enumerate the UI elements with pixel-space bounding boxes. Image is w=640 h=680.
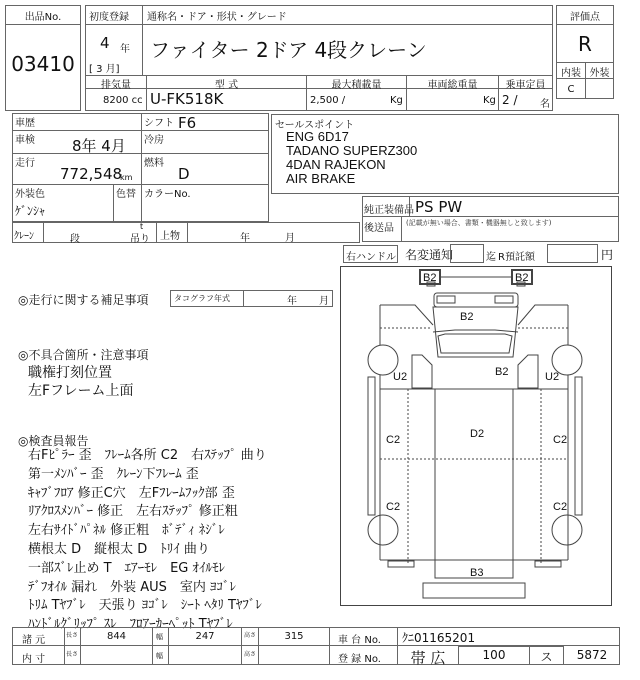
- ac-label: 冷房: [144, 135, 164, 146]
- reg-year: 4: [100, 34, 110, 52]
- until-label: 迄: [486, 252, 496, 263]
- sales-point: 4DAN RAJEKON: [286, 157, 386, 172]
- color-change-label: 色替: [116, 189, 136, 200]
- defect-line: 職権打刻位置: [28, 365, 112, 381]
- score-value: R: [578, 32, 592, 56]
- reg-year-unit: 年: [120, 44, 130, 55]
- inspection-value: 8年 4月: [72, 137, 126, 155]
- damage-mark: B2: [515, 272, 529, 284]
- sales-points-label: セールスポイント: [275, 120, 355, 131]
- gross-unit: Kg: [483, 95, 496, 106]
- width-label: 幅: [156, 633, 163, 641]
- reg-class: 100: [482, 648, 506, 662]
- tachograph-year: 年: [287, 296, 297, 307]
- damage-mark: U2: [545, 371, 560, 383]
- inner-width-label: 幅: [156, 652, 163, 660]
- body-label: 上物: [160, 231, 180, 242]
- damage-mark: C2: [553, 434, 568, 446]
- max-load-label: 最大積載量: [331, 80, 382, 91]
- damage-mark: U2: [393, 371, 408, 383]
- model-label: 型 式: [214, 80, 239, 91]
- max-load-value: 2,500 /: [310, 95, 346, 106]
- shift-label: シフト: [144, 118, 174, 129]
- reg-area: 帯 広: [410, 649, 446, 667]
- damage-mark: C2: [386, 501, 401, 513]
- damage-mark: B3: [470, 567, 484, 579]
- rhd-label: 右ハンドル: [346, 252, 396, 263]
- width-value: 247: [195, 631, 215, 642]
- crane-ton-unit: t: [140, 222, 144, 231]
- inspection-label: 車検: [15, 135, 35, 146]
- first-reg-label: 初度登録: [89, 12, 129, 23]
- mileage-unit: km: [120, 173, 133, 182]
- later-ship-label: 後送品: [364, 223, 394, 234]
- report-title: ◎検査員報告: [18, 434, 89, 448]
- color-label: 外装色: [15, 189, 45, 200]
- color-value: ｹﾞﾝｼｬ: [15, 204, 46, 218]
- reg-label: 登 録 No.: [338, 654, 381, 665]
- exterior-label: 外装: [589, 68, 610, 79]
- name-label: 通称名・ドア・形状・グレード: [147, 12, 287, 23]
- displacement-label: 排気量: [101, 80, 131, 91]
- shift-value: F6: [178, 114, 197, 132]
- inner-length-label: 長さ: [66, 651, 79, 658]
- tachograph-month: 月: [319, 296, 329, 307]
- interior-score: C: [567, 84, 575, 95]
- report-line: ｷｬﾌﾞﾌﾛｱ 修正C穴 左Fﾌﾚｰﾑﾌｯｸ部 歪: [28, 485, 235, 501]
- defect-line: 左Fフレーム上面: [28, 383, 134, 399]
- sales-point: AIR BRAKE: [286, 171, 356, 186]
- model-value: U-FK518K: [150, 90, 224, 108]
- history-label: 車歴: [15, 118, 35, 129]
- equipment-label: 純正装備品: [364, 205, 414, 216]
- spec-label: 諸 元: [22, 635, 46, 646]
- name-change-label: 名変通知: [405, 248, 454, 262]
- damage-mark: C2: [386, 434, 401, 446]
- inner-height-label: 高さ: [244, 651, 257, 658]
- mileage-notes-title: ◎走行に関する補足事項: [18, 293, 149, 307]
- mileage-label: 走行: [15, 158, 35, 169]
- reg-number: 5872: [576, 648, 608, 662]
- capacity-unit: 名: [540, 99, 550, 110]
- crane-stage: 段: [70, 234, 80, 245]
- yen-label: 円: [601, 248, 614, 262]
- report-line: ﾘｱｸﾛｽﾒﾝﾊﾞｰ 修正 左右ｽﾃｯﾌﾟ 修正粗: [28, 504, 238, 520]
- displacement-value: 8200 cc: [103, 95, 143, 106]
- reg-month: [ 3 月]: [89, 64, 120, 75]
- report-line: ﾊﾝﾄﾞﾙｸﾞﾘｯﾌﾟ ｽﾚ ﾌﾛｱｰｶｰﾍﾟｯﾄ Tﾔﾌﾞﾚ: [28, 617, 233, 633]
- chassis-value: ｸﾆ01165201: [402, 631, 476, 645]
- fuel-label: 燃料: [144, 158, 164, 169]
- capacity-value: 2 /: [502, 93, 518, 107]
- height-label: 高さ: [244, 632, 257, 639]
- sales-point: TADANO SUPERZ300: [286, 143, 418, 158]
- body-month: 月: [285, 233, 295, 244]
- max-load-unit: Kg: [390, 95, 403, 106]
- color-no-label: カラーNo.: [144, 189, 191, 200]
- tachograph-label: タコグラフ年式: [174, 294, 230, 303]
- later-ship-note: (記載が無い場合、書類・機器無しと致します): [406, 219, 552, 227]
- lot-number: 03410: [11, 52, 75, 76]
- sales-point: ENG 6D17: [286, 129, 349, 144]
- crane-lift: 吊り: [130, 234, 150, 245]
- crane-label: ｸﾚｰﾝ: [14, 231, 34, 242]
- inner-label: 内 寸: [22, 654, 46, 665]
- score-label: 評価点: [570, 12, 600, 23]
- report-line: ﾄﾘﾑ Tﾔﾌﾞﾚ 天張り ﾖｺﾞﾚ ｼｰﾄ ﾍﾀﾘ Tﾔﾌﾞﾚ: [28, 598, 262, 614]
- body-year: 年: [240, 233, 250, 244]
- capacity-label: 乗車定員: [505, 80, 546, 91]
- damage-mark: C2: [553, 501, 568, 513]
- defect-title: ◎不具合箇所・注意事項: [18, 348, 149, 362]
- chassis-label: 車 台 No.: [338, 635, 381, 646]
- length-label: 長さ: [66, 632, 79, 639]
- report-line: 第一ﾒﾝﾊﾞｰ 歪 ｸﾚｰﾝ下ﾌﾚｰﾑ 歪: [28, 466, 199, 482]
- lot-label: 出品No.: [24, 12, 62, 23]
- damage-mark: B2: [495, 366, 509, 378]
- length-value: 844: [106, 631, 127, 642]
- mileage-value: 772,548: [60, 165, 123, 183]
- fuel-value: D: [178, 165, 190, 183]
- report-line: 一部ｽﾞﾚ止め T ｴｱｰﾓﾚ EG ｵｲﾙﾓﾚ: [28, 560, 225, 576]
- reg-kana: ス: [540, 650, 553, 664]
- report-line: 左右ｻｲﾄﾞﾊﾟﾈﾙ 修正粗 ﾎﾞﾃﾞｨ ﾈｼﾞﾚ: [28, 523, 225, 539]
- gross-label: 車両総重量: [427, 80, 478, 91]
- report-line: 右Fﾋﾟﾗｰ 歪 ﾌﾚｰﾑ各所 C2 右ｽﾃｯﾌﾟ 曲り: [28, 448, 267, 463]
- damage-mark: D2: [470, 428, 485, 440]
- height-value: 315: [284, 631, 304, 642]
- recycle-label: R預託額: [498, 252, 535, 263]
- damage-mark: B2: [423, 272, 437, 284]
- damage-mark: B2: [460, 311, 474, 323]
- interior-label: 内装: [561, 68, 581, 79]
- report-line: 横根太 D 縦根太 D ﾄﾘｲ 曲り: [28, 541, 210, 557]
- vehicle-name: ファイター 2ドア 4段クレーン: [150, 38, 427, 62]
- report-line: ﾃﾞﾌｵｲﾙ 漏れ 外装 AUS 室内 ﾖｺﾞﾚ: [28, 579, 237, 595]
- equipment-value: PS PW: [415, 198, 463, 216]
